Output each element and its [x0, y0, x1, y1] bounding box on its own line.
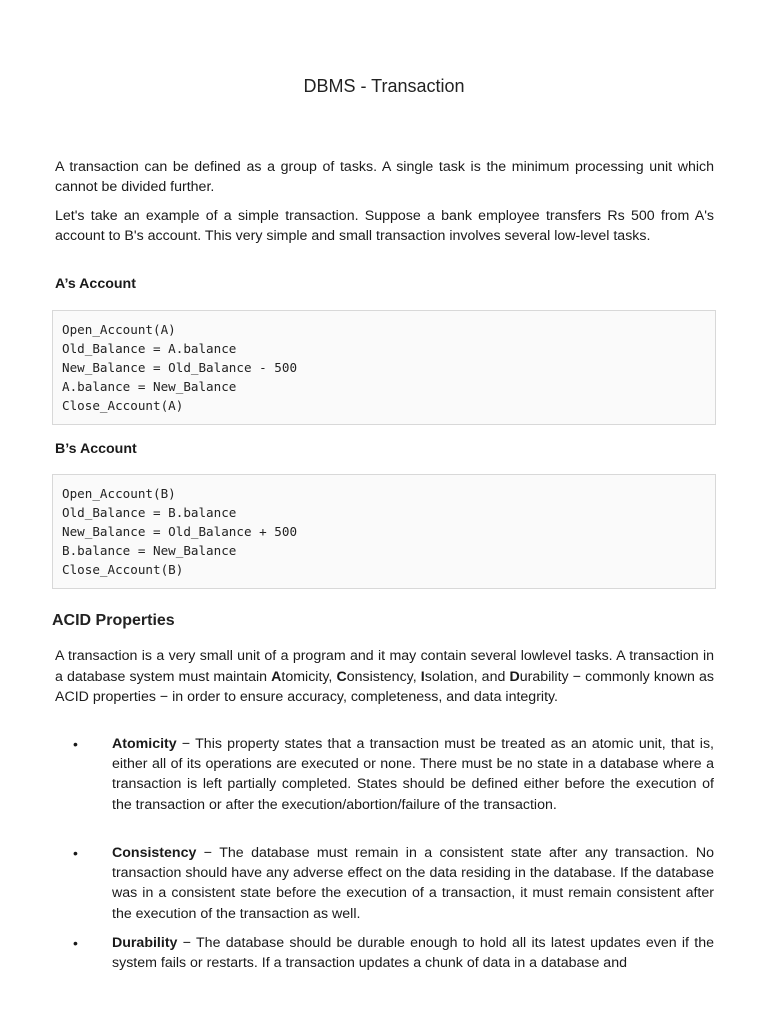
list-item-description: − This property states that a transaction must be treated as an atomic unit, that is, either all of its operations are executed or none. There must be no state in a database where a transaction is left partially completed. States should be defined either before the execution of the transaction or after the execution/abortion/failure of the transaction. [112, 736, 714, 813]
acid-text-a: tomicity, [281, 668, 337, 685]
page-title: DBMS - Transaction [303, 76, 465, 96]
acid-letter-c: C [336, 668, 347, 685]
acid-text-i: solation, and [424, 668, 510, 685]
acid-letter-i: I [420, 668, 425, 685]
code-line: New_Balance = Old_Balance - 500 [62, 360, 298, 375]
intro-paragraph-2: Let's take an example of a simple transaction. Suppose a bank employee transfers Rs 500 from A's account to B's account. This very simple and small transaction involves several low-level tasks. [55, 208, 714, 244]
bullet-icon: • [73, 935, 78, 951]
code-line: Old_Balance = A.balance [62, 341, 237, 356]
code-line: Open_Account(B) [62, 486, 176, 501]
list-item-consistency [55, 843, 714, 924]
acid-text-c: onsistency, [346, 668, 421, 685]
bullet-icon: • [73, 736, 78, 752]
acid-properties-heading: ACID Properties [52, 612, 175, 629]
code-line: A.balance = New_Balance [62, 379, 237, 394]
b-account-heading: B’s Account [55, 441, 137, 457]
acid-letter-a: A [271, 668, 282, 685]
acid-intro-paragraph [55, 646, 714, 708]
acid-intro-text: A transaction is a very small unit of a program and it may contain several lowlevel tasks. A transaction in a database system must maintain [55, 648, 714, 685]
intro-paragraph-1: A transaction can be defined as a group of tasks. A single task is the minimum processing unit which cannot be divided further. [55, 159, 714, 195]
a-account-code-block [52, 310, 716, 425]
code-line: Close_Account(A) [62, 398, 184, 413]
bullet-icon: • [73, 845, 78, 861]
list-item-text [112, 843, 714, 924]
list-item-text [112, 933, 714, 973]
list-item-atomicity [55, 734, 714, 815]
code-line: B.balance = New_Balance [62, 543, 237, 558]
a-account-heading: A’s Account [55, 276, 136, 292]
code-line: Old_Balance = B.balance [62, 505, 237, 520]
code-line: Open_Account(A) [62, 322, 176, 337]
list-item-term: Durability [112, 935, 178, 951]
b-account-code-block [52, 474, 716, 589]
code-line: New_Balance = Old_Balance + 500 [62, 524, 298, 539]
acid-text-d: urability − commonly known as ACID properties − in order to ensure accuracy, completeness, and data integrity. [55, 668, 714, 705]
list-item-description: − The database must remain in a consistent state after any transaction. No transaction should have any adverse effect on the data residing in the database. If the database was in a consistent state before the execution of a transaction, it must remain consistent after the execution of the transaction as well. [112, 845, 714, 922]
acid-letter-d: D [509, 668, 520, 685]
list-item-description: − The database should be durable enough to hold all its latest updates even if the system fails or restarts. If a transaction updates a chunk of data in a database and [112, 935, 714, 972]
list-item-text [112, 734, 714, 815]
list-item-term: Atomicity [112, 736, 177, 752]
list-item-term: Consistency [112, 845, 197, 861]
list-item-durability [55, 933, 714, 973]
code-line: Close_Account(B) [62, 562, 184, 577]
